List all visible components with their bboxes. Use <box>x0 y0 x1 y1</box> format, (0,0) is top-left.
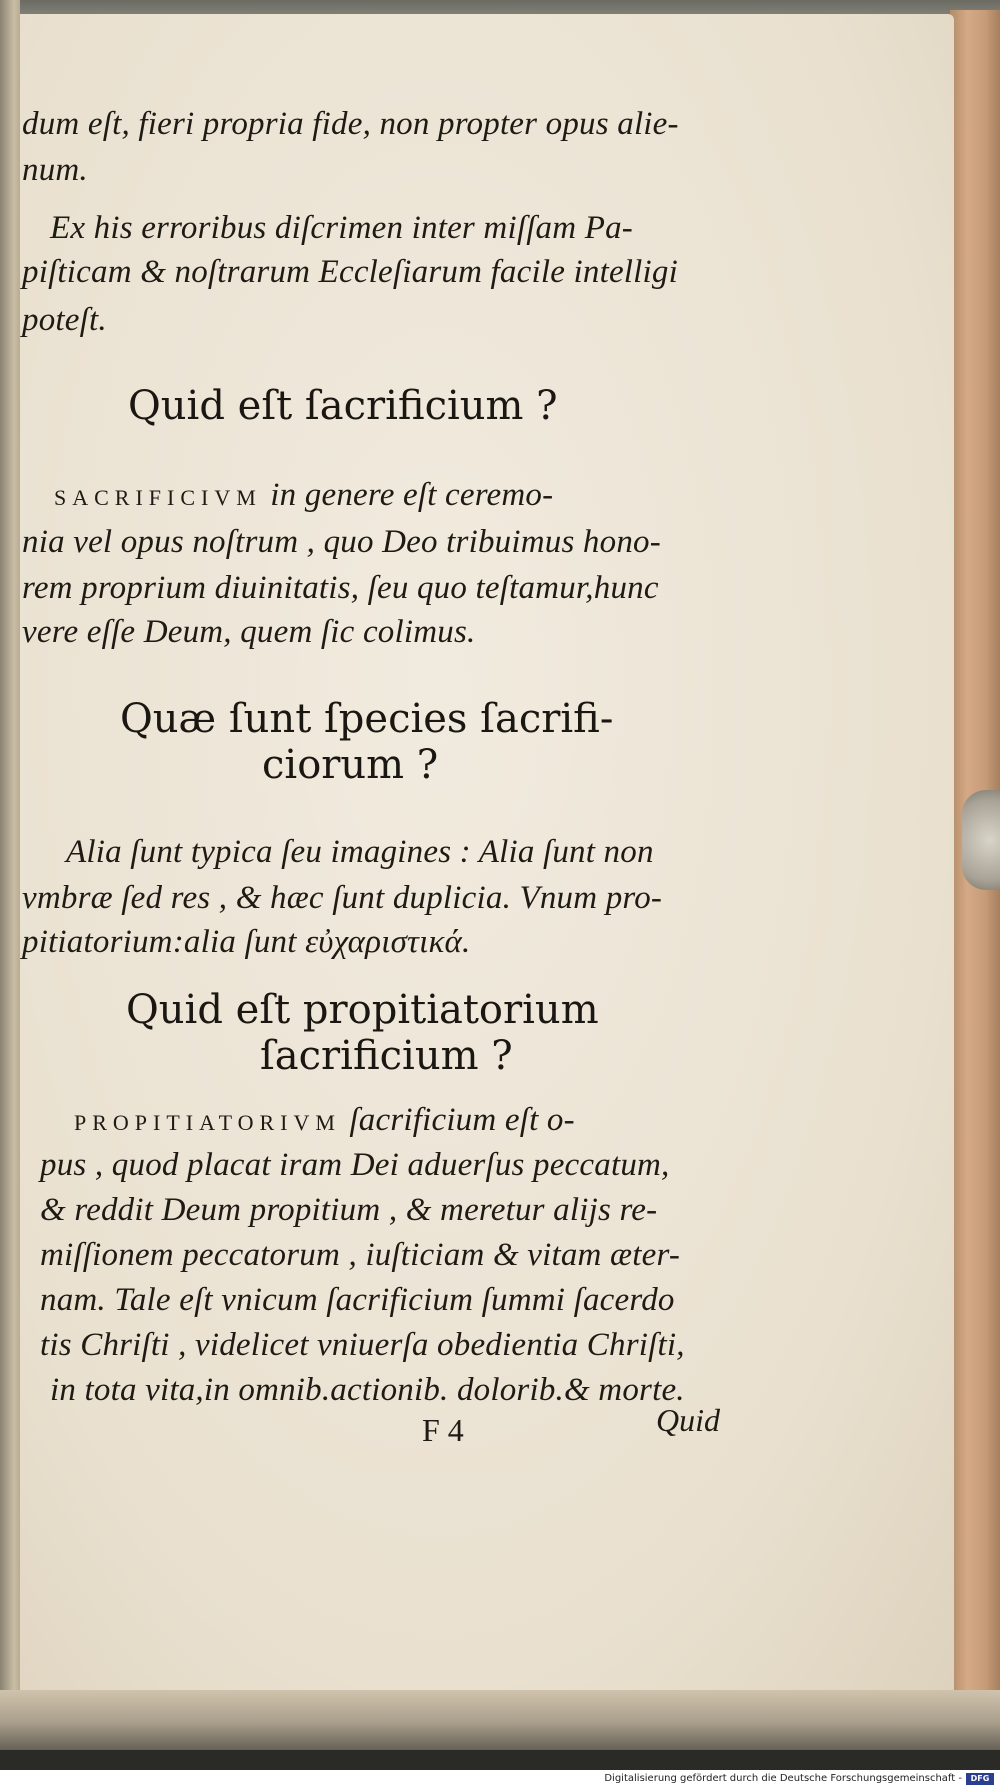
paragraph-line: Alia ſunt typica ſeu imagines : Alia ſunt non <box>66 834 654 870</box>
paragraph-line: nam. Tale eſt vnicum ſacrificium ſummi ſacerdo <box>40 1282 675 1318</box>
paragraph-line <box>54 475 553 518</box>
paragraph-line: nia vel opus noſtrum , quo Deo tribuimus hono- <box>22 524 661 560</box>
text-line: dum eſt, fieri propria fide, non propter opus alie- <box>22 106 679 142</box>
text-line: num. <box>22 152 88 188</box>
paragraph-line: vere eſſe Deum, quem ſic colimus. <box>22 614 476 650</box>
paragraph-line: pitiatorium:alia ſunt εὐχαριστικά. <box>22 924 471 960</box>
section-heading: ſacrificium ? <box>260 1033 513 1079</box>
lead-word: SACRIFICIVM <box>54 485 262 510</box>
paragraph-text: in genere eſt ceremo- <box>261 477 554 513</box>
text-line: piſticam & noſtrarum Eccleſiarum facile intelligi <box>22 254 678 290</box>
paragraph-line: miſſionem peccatorum , iuſticiam & vitam æter- <box>40 1237 681 1273</box>
text-line: Ex his erroribus diſcrimen inter miſſam Pa- <box>50 210 633 246</box>
paragraph-line: pus , quod placat iram Dei aduerſus peccatum, <box>40 1147 670 1183</box>
paragraph-line: in tota vita,in omnib.actionib. dolorib.& morte. <box>50 1372 685 1408</box>
footer-bar <box>0 1770 1000 1788</box>
section-heading: Quid eſt ſacrificium ? <box>128 383 558 429</box>
section-heading: ciorum ? <box>262 742 439 788</box>
section-heading: Quid eſt propitiatorium <box>126 987 599 1033</box>
dfg-logo: DFG <box>966 1773 994 1785</box>
section-heading: Quæ ſunt ſpecies ſacrifi- <box>120 696 614 742</box>
paragraph-line: rem proprium diuinitatis, ſeu quo teſtamur,hunc <box>22 570 659 606</box>
paragraph-line: vmbræ ſed res , & hæc ſunt duplicia. Vnum pro- <box>22 880 663 916</box>
lead-word: PROPITIATORIVM <box>74 1110 341 1135</box>
signature-mark: F 4 <box>422 1412 464 1448</box>
footer-credit: Digitalisierung gefördert durch die Deutsche Forschungsgemeinschaft - <box>604 1773 962 1784</box>
catchword: Quid <box>656 1402 720 1438</box>
paragraph-line: tis Chriſti , videlicet vniuerſa obedientia Chriſti, <box>40 1327 685 1363</box>
paragraph-text: ſacrificium eſt o- <box>340 1102 575 1138</box>
paragraph-line: & reddit Deum propitium , & meretur aliјs re- <box>40 1192 658 1228</box>
paragraph-line <box>74 1100 575 1143</box>
text-line: poteſt. <box>22 302 107 338</box>
